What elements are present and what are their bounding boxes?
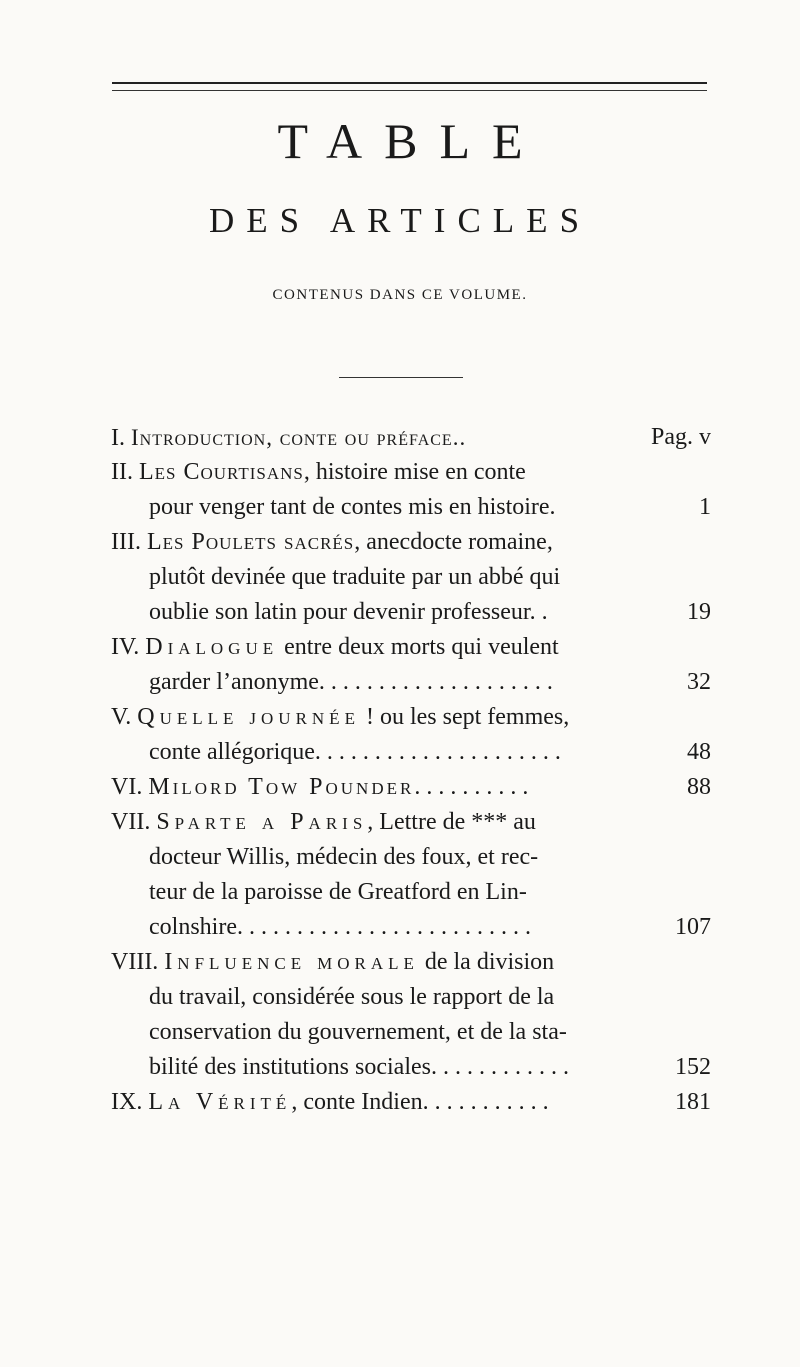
entry-page: 152 xyxy=(675,1054,711,1080)
entry-number: VI. xyxy=(111,774,143,800)
entry-text: conservation du gouvernement, et de la sta- xyxy=(149,1019,567,1045)
entry-heading: Sparte a Paris xyxy=(156,809,368,835)
entry-text: , conte Indien. . . . . . . . . . . xyxy=(291,1089,549,1115)
entry-heading: La Vérité xyxy=(148,1089,292,1115)
entry-page: 19 xyxy=(687,599,711,625)
section-divider xyxy=(339,377,463,378)
entry-number: I. xyxy=(111,425,125,451)
page-title: TABLE xyxy=(277,113,545,169)
toc-entry-9[interactable] xyxy=(111,1085,711,1120)
entry-heading: Introduction, conte ou préface.. xyxy=(131,425,467,450)
entry-page: 1 xyxy=(699,494,711,520)
entry-text: plutôt devinée que traduite par un abbé qui xyxy=(149,564,561,590)
entry-number: VIII. xyxy=(111,949,159,975)
entry-heading: Les Poulets sacrés xyxy=(146,529,355,555)
page-subtitle: DES ARTICLES xyxy=(208,201,592,240)
entry-text: . . . . . . . . . . xyxy=(414,774,529,800)
entry-text: , Lettre de *** au xyxy=(367,809,536,835)
toc-entry-6[interactable] xyxy=(111,770,711,805)
toc-entry-5[interactable] xyxy=(111,700,711,770)
entry-text: garder l’anonyme. . . . . . . . . . . . . . . . . . . . xyxy=(149,669,553,695)
entry-heading: Milord Tow Pounder xyxy=(148,774,415,800)
entry-text: , anecdocte romaine, xyxy=(354,529,553,555)
entry-text: de la division xyxy=(418,949,555,975)
toc-entry-2[interactable] xyxy=(111,455,711,525)
entry-text: colnshire. . . . . . . . . . . . . . . . . . . . . . . . . xyxy=(149,914,531,940)
entry-number: II. xyxy=(111,459,133,485)
entry-number: III. xyxy=(111,529,141,555)
entry-page: Pag. v xyxy=(651,424,711,450)
entry-number: IX. xyxy=(111,1089,143,1115)
entry-text: du travail, considérée sous le rapport de la xyxy=(149,984,555,1010)
toc-entry-3[interactable] xyxy=(111,525,711,630)
table-of-contents xyxy=(111,420,711,1120)
entry-text: pour venger tant de contes mis en histoire. xyxy=(149,494,556,520)
entry-text: oublie son latin pour devenir professeur. . xyxy=(149,599,548,625)
entry-heading: Influence morale xyxy=(164,949,419,975)
entry-page: 181 xyxy=(675,1089,711,1115)
entry-page: 88 xyxy=(687,774,711,800)
entry-number: V. xyxy=(111,704,132,730)
entry-text: ! ou les sept femmes, xyxy=(359,704,570,730)
entry-heading: Dialogue xyxy=(145,634,279,660)
entry-text: bilité des institutions sociales. . . . . . . . . . . . xyxy=(149,1054,569,1080)
entry-text: teur de la paroisse de Greatford en Lin- xyxy=(149,879,527,905)
entry-heading: Les Courtisans xyxy=(138,459,304,485)
top-double-rule xyxy=(112,82,707,91)
toc-entry-7[interactable] xyxy=(111,805,711,945)
entry-heading: Quelle journée xyxy=(137,704,360,730)
entry-number: VII. xyxy=(111,809,151,835)
toc-entry-1[interactable] xyxy=(111,420,711,455)
entry-text: conte allégorique. . . . . . . . . . . . . . . . . . . . . xyxy=(149,739,561,765)
entry-text: , histoire mise en conte xyxy=(303,459,526,485)
entry-page: 32 xyxy=(687,669,711,695)
entry-number: IV. xyxy=(111,634,140,660)
toc-entry-8[interactable] xyxy=(111,945,711,1085)
entry-text: entre deux morts qui veulent xyxy=(278,634,559,660)
toc-entry-4[interactable] xyxy=(111,630,711,700)
entry-page: 48 xyxy=(687,739,711,765)
entry-page: 107 xyxy=(675,914,711,940)
entry-text: docteur Willis, médecin des foux, et rec- xyxy=(149,844,539,870)
page-tagline: CONTENUS DANS CE VOLUME. xyxy=(272,287,528,303)
